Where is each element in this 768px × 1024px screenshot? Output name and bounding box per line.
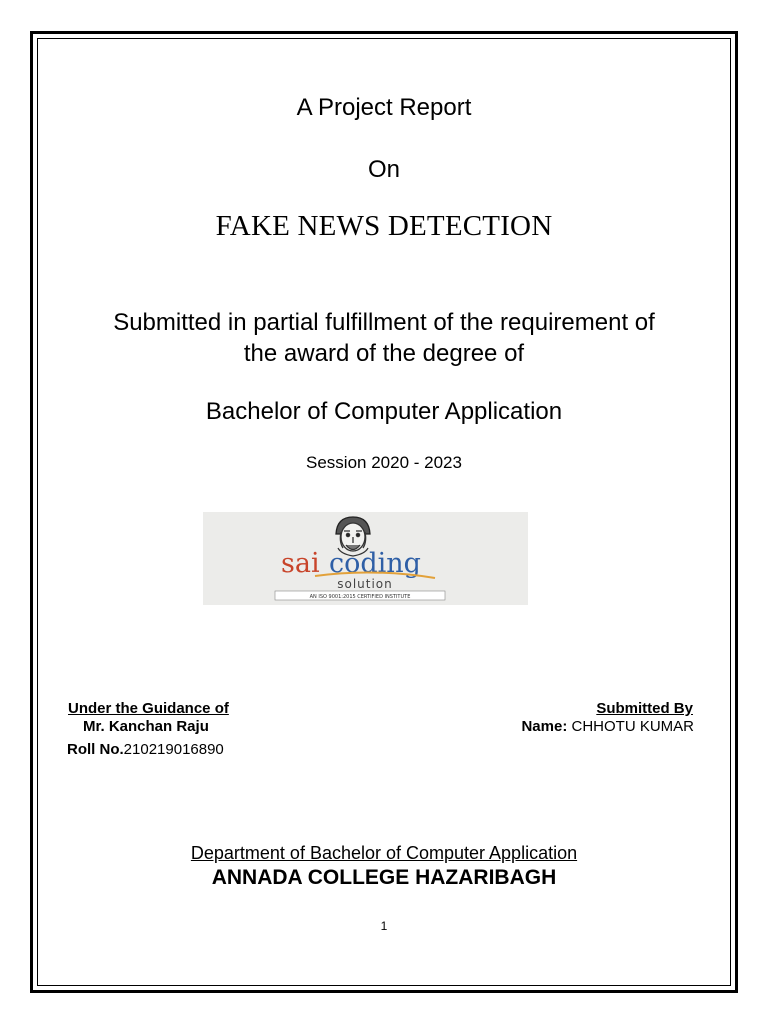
roll-label: Roll No.	[67, 741, 124, 758]
logo-text-coding: coding	[329, 548, 421, 579]
project-title: FAKE NEWS DETECTION	[215, 210, 553, 242]
logo-certification: AN ISO 9001:2015 CERTIFIED INSTITUTE	[309, 594, 411, 600]
submitted-by-label: Submitted By	[596, 700, 693, 717]
page-number: 1	[380, 919, 388, 933]
report-heading: A Project Report	[296, 94, 472, 121]
roll-number	[67, 741, 224, 758]
submission-line-2: the award of the degree of	[243, 340, 525, 367]
student-name	[521, 718, 694, 736]
roll-value: 210219016890	[123, 741, 224, 758]
name-value: CHHOTU KUMAR	[571, 718, 694, 735]
saicoding-logo-graphic	[203, 512, 528, 605]
submission-line-1: Submitted in partial fulfillment of the requirement of	[113, 309, 655, 336]
report-on: On	[367, 156, 400, 183]
submission-statement	[0, 307, 768, 369]
logo-tagline: solution	[337, 577, 393, 591]
department-name: Department of Bachelor of Computer Application	[190, 843, 578, 863]
guidance-label: Under the Guidance of	[68, 700, 229, 717]
name-label: Name:	[521, 718, 568, 735]
guide-name: Mr. Kanchan Raju	[83, 718, 209, 735]
logo-text-sai: sai	[281, 548, 320, 579]
session-years: Session 2020 - 2023	[306, 453, 462, 472]
guidance-block	[68, 700, 229, 736]
college-name: ANNADA COLLEGE HAZARIBAGH	[211, 866, 557, 889]
institute-logo	[203, 512, 528, 605]
submitted-by-block	[521, 700, 694, 736]
degree-name: Bachelor of Computer Application	[205, 398, 563, 425]
